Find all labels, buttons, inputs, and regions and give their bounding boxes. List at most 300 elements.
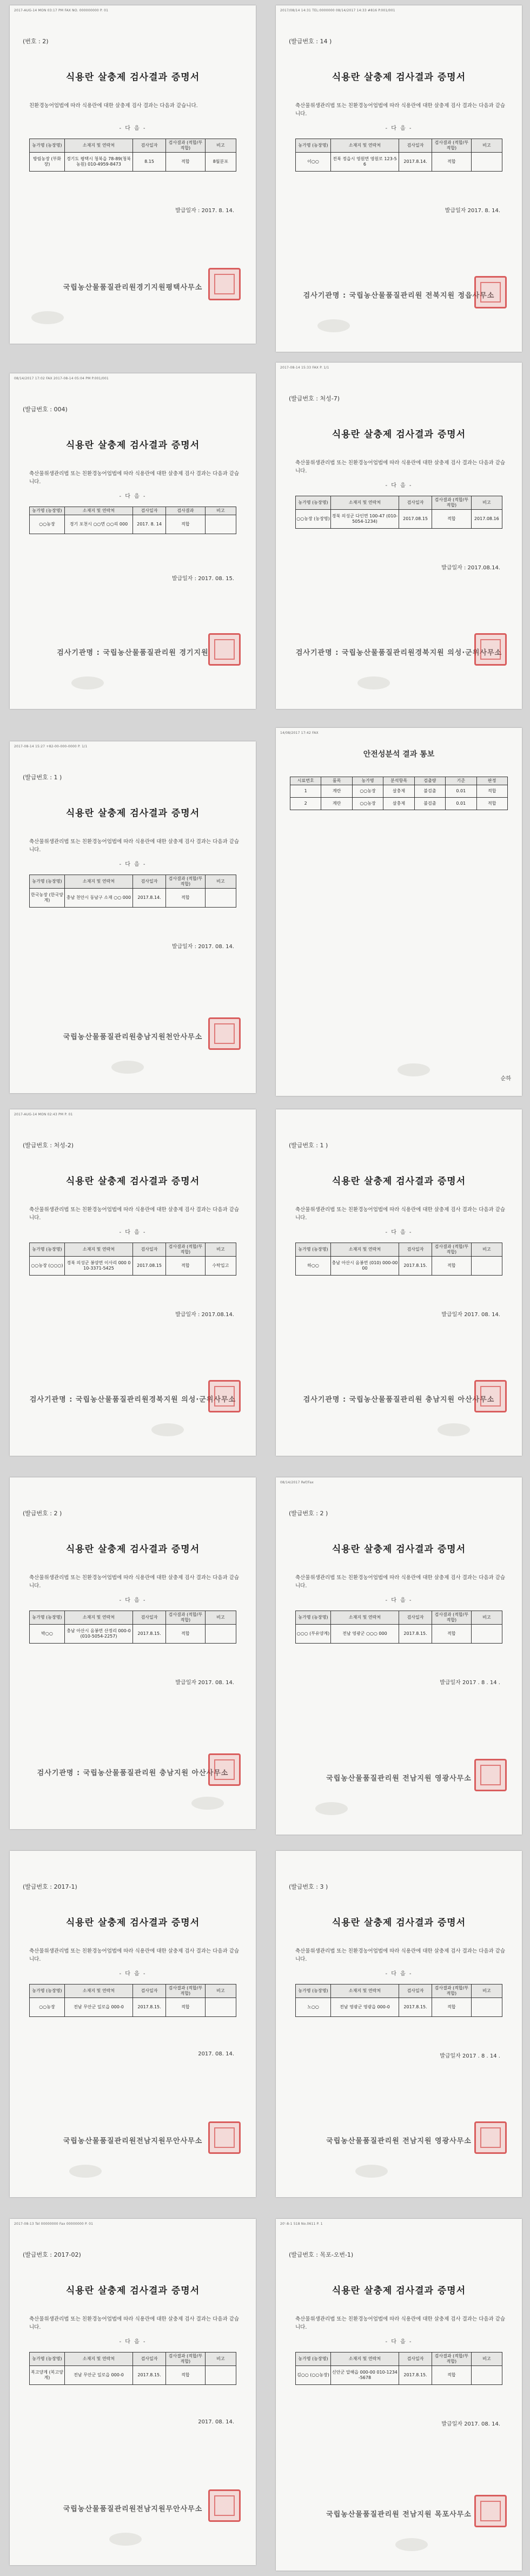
issuing-office: 검사기관명 : 국립농산물품질관리원경북지원 의성·군위사무소 <box>295 649 502 657</box>
table-cell: 전남 무안군 일로읍 000-0 <box>64 2366 132 2385</box>
table-cell: 2017.8.15. <box>132 1625 165 1644</box>
scan-blemish <box>315 1802 348 1815</box>
table-row <box>296 1998 502 2017</box>
table-cell: 2017.8.15. <box>132 1998 165 2017</box>
table-header-cell: 검사일자 <box>399 1243 432 1257</box>
table-header-cell: 검사일자 <box>132 139 165 153</box>
document-title: 안전성분석 결과 통보 <box>363 750 435 759</box>
section-marker: - 다 음 - <box>385 1230 413 1236</box>
table-cell: 0.01 <box>446 798 476 810</box>
scan-blemish <box>109 2533 142 2546</box>
table-cell: 노○○ <box>296 1998 331 2017</box>
table-cell: 경기도 평택시 청북읍 78-89(청북농원) 010-4959-8473 <box>64 153 132 172</box>
table-header-cell: 농가명 (농장명) <box>296 1611 331 1625</box>
result-table <box>295 496 502 529</box>
table-header-cell: 검사일자 <box>399 139 432 153</box>
issue-number: (발급번호 : 004) <box>23 406 68 413</box>
table-header-cell: 소재지 및 연락처 <box>64 1611 132 1625</box>
body-text: 축산물위생관리법 또는 친환경농어업법에 따라 식용란에 대한 살충제 검사 결과는 다음과 같습니다. <box>295 1575 506 1589</box>
certificate-page <box>10 373 256 709</box>
document-title: 식용란 살충제 검사결과 증명서 <box>332 72 466 83</box>
certificate-page <box>276 1851 522 2197</box>
table-cell: 계란 <box>321 798 352 810</box>
issue-number: (발급번호 : 14 ) <box>289 38 332 45</box>
table-cell <box>471 2366 502 2385</box>
body-text: 축산물위생관리법 또는 친환경농어업법에 따라 식용란에 대한 살충제 검사 결과는 다음과 같습니다. <box>29 2316 240 2330</box>
table-header-cell: 농가명 (농장명) <box>30 139 65 153</box>
document-title: 식용란 살충제 검사결과 증명서 <box>332 1176 466 1187</box>
issue-number: (발급번호 : 3 ) <box>289 1883 328 1890</box>
table-header-cell: 검사결과 (적합/부적합) <box>432 139 472 153</box>
result-table <box>29 2352 236 2385</box>
document-title: 식용란 살충제 검사결과 증명서 <box>332 2285 466 2296</box>
table-cell: 2017.8.15. <box>399 1998 432 2017</box>
issuing-office: 국립농산물품질관리원충남지원천안사무소 <box>63 1033 203 1041</box>
table-header-cell: 검사결과 <box>166 507 206 515</box>
certificate-page <box>10 1109 256 1456</box>
table-cell: 8월분포 <box>205 153 236 172</box>
section-marker: - 다 음 - <box>119 1971 147 1977</box>
table-cell: 적합 <box>432 1257 472 1276</box>
table-header-cell: 검사일자 <box>132 2352 165 2366</box>
scan-blemish <box>438 1423 470 1436</box>
certificate-page <box>10 1851 256 2197</box>
scan-blemish <box>151 1423 184 1436</box>
table-cell: 계란 <box>321 785 352 798</box>
table-row <box>296 510 502 529</box>
issuing-office: 검사기관명 : 국립농산물품질관리원경북지원 의성·군위사무소 <box>29 1396 236 1404</box>
body-text: 축산물위생관리법 또는 친환경농어업법에 따라 식용란에 대한 살충제 검사 결과는 다음과 같습니다. <box>295 460 506 474</box>
body-text: 축산물위생관리법 또는 친환경농어업법에 따라 식용란에 대한 살충제 검사 결과는 다음과 같습니다. <box>29 1575 240 1589</box>
scan-blemish <box>355 2165 388 2178</box>
table-row <box>296 153 502 172</box>
table-header-cell: 비고 <box>205 1611 236 1625</box>
certificate-page <box>10 2219 256 2565</box>
table-cell: 불검출 <box>414 798 445 810</box>
result-table <box>29 139 236 172</box>
table-header-cell: 소재지 및 연락처 <box>64 1243 132 1257</box>
document-title: 식용란 살충제 검사결과 증명서 <box>65 1544 200 1555</box>
table-cell: 2017.8.15. <box>399 1257 432 1276</box>
body-text: 축산물위생관리법 또는 친환경농어업법에 따라 식용란에 대한 살충제 검사 결과는 다음과 같습니다. <box>29 1948 240 1962</box>
table-header-cell: 검사결과 (적합/부적합) <box>166 2352 206 2366</box>
table-cell: 불검출 <box>414 785 445 798</box>
table-header-cell: 비고 <box>471 1984 502 1998</box>
fax-header: 2017-AUG-14 MON 02:43 PM P. 01 <box>14 1113 73 1116</box>
table-header-cell: 비고 <box>471 1611 502 1625</box>
scan-blemish <box>69 2165 102 2178</box>
issue-number: (발급번호 : 1 ) <box>23 774 62 781</box>
issue-date: 발급일자 2017 . 8 . 14 . <box>440 2053 500 2059</box>
table-cell: 경북 의성군 다인면 100-47 (010-5054-1234) <box>330 510 399 529</box>
section-marker: - 다 음 - <box>119 494 147 500</box>
table-header-cell: 농가명 (농장명) <box>296 139 331 153</box>
fax-header: 20'-8-1 518 No.0611 P. 1 <box>280 2222 323 2226</box>
scan-blemish <box>398 1063 430 1076</box>
fax-header: 2017-08-13 Tel 00000000 Fax 00000000 P. 01 <box>14 2222 94 2226</box>
scan-blemish <box>191 1797 224 1810</box>
table-header-cell: 검사일자 <box>132 1611 165 1625</box>
table-header-cell: 비고 <box>205 1984 236 1998</box>
certificate-page <box>10 1477 256 1829</box>
table-header-cell: 분석항목 <box>383 777 414 785</box>
table-header-cell: 소재지 및 연락처 <box>330 1984 399 1998</box>
body-text: 축산물위생관리법 또는 친환경농어업법에 따라 식용란에 대한 살충제 검사 결과는 다음과 같습니다. <box>29 839 240 853</box>
section-marker: - 다 음 - <box>385 2339 413 2345</box>
table-header-cell: 검사일자 <box>132 507 165 515</box>
table-cell: 적합 <box>166 1998 206 2017</box>
issue-date: 발급일자 : 2017. 08. 14. <box>171 944 234 950</box>
table-header-cell: 비고 <box>205 875 236 889</box>
table-row <box>30 889 236 908</box>
table-cell: 살충제 <box>383 785 414 798</box>
table-header-cell: 농가명 (농장명) <box>30 875 65 889</box>
table-cell: 2017.8.15. <box>132 2366 165 2385</box>
table-header-cell: 소재지 및 연락처 <box>330 1611 399 1625</box>
table-cell: 적합 <box>166 2366 206 2385</box>
table-header-cell: 비고 <box>471 139 502 153</box>
table-header-cell: 검사일자 <box>132 1984 165 1998</box>
official-seal <box>208 1753 241 1786</box>
table-row <box>296 1257 502 1276</box>
table-header-cell: 소재지 및 연락처 <box>330 139 399 153</box>
table-header-cell: 소재지 및 연락처 <box>64 2352 132 2366</box>
table-cell: 적합 <box>432 1998 472 2017</box>
table-cell: ○○농장 <box>30 1998 65 2017</box>
table-header-cell: 비고 <box>205 1243 236 1257</box>
table-row <box>30 1257 236 1276</box>
fax-header: 14/08/2017 17:42 FAX <box>280 731 319 735</box>
table-cell: 김○○ (○○농장) <box>296 2366 331 2385</box>
table-header-cell: 비고 <box>205 139 236 153</box>
official-seal <box>208 1380 241 1412</box>
issuing-office: 국립농산물품질관리원경기지원평택사무소 <box>63 284 203 292</box>
table-cell: ○○○ (부유양계) <box>296 1625 331 1644</box>
table-cell: 2017.8.15. <box>399 1625 432 1644</box>
section-marker: - 다 음 - <box>119 126 147 132</box>
result-table <box>290 777 508 810</box>
section-marker: - 다 음 - <box>119 1230 147 1236</box>
document-title: 식용란 살충제 검사결과 증명서 <box>332 429 466 440</box>
table-cell: 적합 <box>432 510 472 529</box>
table-row <box>30 1998 236 2017</box>
official-seal <box>208 2121 241 2154</box>
table-cell: 수탁입고 <box>205 1257 236 1276</box>
table-header-cell: 농가명 <box>352 777 383 785</box>
table-cell: 경기 포천시 ○○면 ○○리 000 <box>64 515 132 534</box>
scan-blemish <box>357 676 390 689</box>
table-header-cell: 소재지 및 연락처 <box>330 1243 399 1257</box>
certificate-page <box>276 1477 522 1835</box>
table-header-cell: 소재지 및 연락처 <box>64 1984 132 1998</box>
certificate-page <box>10 741 256 1093</box>
body-text: 축산물위생관리법 또는 친환경농어업법에 따라 식용란에 대한 살충제 검사 결과는 다음과 같습니다. <box>295 103 506 117</box>
table-row <box>296 2366 502 2385</box>
result-table <box>29 1984 236 2017</box>
table-header-cell: 소재지 및 연락처 <box>64 507 132 515</box>
table-cell: 전남 영광군 영광읍 000-0 <box>330 1998 399 2017</box>
document-title: 식용란 살충제 검사결과 증명서 <box>65 440 200 451</box>
issuing-office: 검사기관명 : 국립농산물품질관리원 경기지원 <box>57 649 209 657</box>
table-cell: 2017.08.16 <box>471 510 502 529</box>
issue-number: (발급번호 : 처성-2) <box>23 1142 74 1149</box>
issuing-office: 국립농산물품질관리원 전남지원 목포사무소 <box>326 2511 472 2519</box>
table-header-cell: 농가명 (농장명) <box>296 496 331 510</box>
section-marker: - 다 음 - <box>385 483 413 489</box>
table-cell: 적합 <box>432 2366 472 2385</box>
fax-header: 08/14/2017 17:02 FAX 2017-08-14 05:04 PM P.001/001 <box>14 377 109 380</box>
table-cell: 적합 <box>166 1625 206 1644</box>
section-marker: - 다 음 - <box>119 1598 147 1604</box>
scan-blemish <box>317 319 350 332</box>
table-cell: ○○농장 (농장명) <box>296 510 331 529</box>
official-seal <box>208 268 241 300</box>
table-cell <box>205 1625 236 1644</box>
issue-date: 발급일자 : 2017.08.14. <box>441 565 500 571</box>
issue-date: 발급일자 2017. 08. 14. <box>441 1312 500 1318</box>
body-text: 친환경농어업법에 따라 식용란에 대한 살충제 검사 결과는 다음과 같습니다. <box>29 103 198 109</box>
table-cell <box>471 153 502 172</box>
official-seal <box>474 1759 507 1791</box>
table-cell: 전북 정읍시 영원면 영원로 123-56 <box>330 153 399 172</box>
scan-blemish <box>395 2538 428 2551</box>
table-header-cell: 검사결과 (적합/부적합) <box>166 1243 206 1257</box>
table-cell: 신안군 압해읍 000-00 010-1234-5678 <box>330 2366 399 2385</box>
table-header-cell: 검사결과 (적합/부적합) <box>166 1611 206 1625</box>
result-table <box>295 1243 502 1276</box>
table-header-cell: 비고 <box>471 1243 502 1257</box>
table-cell <box>471 1998 502 2017</box>
table-header-cell: 비고 <box>205 507 236 515</box>
table-header-cell: 검사일자 <box>399 1984 432 1998</box>
table-cell: 8.15 <box>132 153 165 172</box>
table-cell: ○○농장 <box>30 515 65 534</box>
table-cell: 방림농장 (부화장) <box>30 153 65 172</box>
table-header-cell: 비고 <box>471 2352 502 2366</box>
table-header-cell: 검사결과 (적합/부적합) <box>166 1984 206 1998</box>
issuing-office: 국립농산물품질관리원 전남지원 영광사무소 <box>326 1775 472 1783</box>
table-cell: 2017. 8. 14 <box>132 515 165 534</box>
table-header-cell: 농가명 (농장명) <box>30 1243 65 1257</box>
document-title: 식용란 살충제 검사결과 증명서 <box>65 1917 200 1928</box>
fax-header: 08/14/2017 Ref/Fax <box>280 1481 314 1484</box>
table-cell: 적합 <box>432 1625 472 1644</box>
fax-header: 2017-08-14 15:27 +82-00-000-0000 P. 1/1 <box>14 745 88 748</box>
table-header-cell: 농가명 (농장명) <box>30 507 65 515</box>
certificate-page <box>276 728 522 1096</box>
issue-number: (발급번호 : 목포-오번-1) <box>289 2251 354 2258</box>
fax-header: 2017-AUG-14 MON 03:17 PM FAX NO. 000000000 P. 01 <box>14 9 109 12</box>
table-header-cell: 검사일자 <box>399 496 432 510</box>
table-header-cell: 농가명 (농장명) <box>30 2352 65 2366</box>
official-seal <box>474 2121 507 2154</box>
issue-date: 발급일자 2017. 08. 14. <box>175 1680 234 1686</box>
body-text: 축산물위생관리법 또는 친환경농어업법에 따라 식용란에 대한 살충제 검사 결과는 다음과 같습니다. <box>29 471 240 485</box>
table-row <box>30 153 236 172</box>
table-header-cell: 검사일자 <box>132 1243 165 1257</box>
issue-date: 발급일자 2017. 8. 14. <box>445 208 500 214</box>
certificate-page <box>10 5 256 344</box>
table-cell: 2017.8.14. <box>132 889 165 908</box>
section-marker: - 다 음 - <box>385 1598 413 1604</box>
table-header-cell: 기준 <box>446 777 476 785</box>
scan-blemish <box>71 676 104 689</box>
table-header-cell: 소재지 및 연락처 <box>330 2352 399 2366</box>
table-cell: 살충제 <box>383 798 414 810</box>
table-cell: ○○농장 <box>352 785 383 798</box>
document-title: 식용란 살충제 검사결과 증명서 <box>65 2285 200 2296</box>
table-header-cell: 검사결과 (적합/부적합) <box>432 2352 472 2366</box>
table-cell: 적합 <box>166 153 206 172</box>
table-header-cell: 비고 <box>205 2352 236 2366</box>
issue-number: (발급번호 : 2017-1) <box>23 1883 77 1890</box>
table-cell: 한국농장 (한국양계) <box>30 889 65 908</box>
section-marker: - 다 음 - <box>385 1971 413 1977</box>
issue-number: (번호 : 2) <box>23 38 49 45</box>
table-cell: 충남 천안시 동남구 소재 ○○ 000 <box>64 889 132 908</box>
scan-blemish <box>31 311 64 324</box>
table-cell <box>471 1625 502 1644</box>
table-cell: 적합 <box>166 1257 206 1276</box>
table-header-cell: 판정 <box>476 777 507 785</box>
table-cell <box>205 515 236 534</box>
table-cell: 2017.08.15 <box>132 1257 165 1276</box>
issue-number: (발급번호 : 2 ) <box>23 1510 62 1517</box>
section-marker: - 다 음 - <box>119 2339 147 2345</box>
issue-date: 2017. 08. 14. <box>198 2419 234 2425</box>
issuing-office: 검사기관명 : 국립농산물품질관리원 전북지원 정읍사무소 <box>303 292 495 300</box>
body-text: 축산물위생관리법 또는 친환경농어업법에 따라 식용란에 대한 살충제 검사 결과는 다음과 같습니다. <box>295 2316 506 2330</box>
issue-date: 발급일자 2017 . 8 . 14 . <box>440 1680 500 1686</box>
body-text: 축산물위생관리법 또는 친환경농어업법에 따라 식용란에 대한 살충제 검사 결과는 다음과 같습니다. <box>295 1948 506 1962</box>
issue-number: (발급번호 : 처성-7) <box>289 395 340 402</box>
table-cell <box>205 889 236 908</box>
table-header-cell: 검사결과 (적합/부적합) <box>432 1984 472 1998</box>
table-cell: 2017.08.15 <box>399 510 432 529</box>
result-table <box>295 139 502 172</box>
table-cell: 적합 <box>476 785 507 798</box>
official-seal <box>474 633 507 666</box>
certificate-page <box>276 2219 522 2571</box>
section-marker: - 다 음 - <box>385 126 413 132</box>
scan-blemish <box>111 1061 144 1074</box>
table-cell: 적합 <box>166 889 206 908</box>
issuing-office: 검사기관명 : 국립농산물품질관리원 충남지원 아산사무소 <box>303 1396 495 1404</box>
table-header-cell: 농가명 (농장명) <box>30 1984 65 1998</box>
issuing-office: 국립농산물품질관리원전남지원무안사무소 <box>63 2137 203 2145</box>
official-seal <box>208 633 241 666</box>
result-table <box>29 1243 236 1276</box>
table-row <box>30 1625 236 1644</box>
certificate-page <box>276 5 522 352</box>
table-header-cell: 검사일자 <box>399 2352 432 2366</box>
table-cell: 2017.8.14. <box>399 153 432 172</box>
document-title: 식용란 살충제 검사결과 증명서 <box>65 72 200 83</box>
issue-number: (발급번호 : 2 ) <box>289 1510 328 1517</box>
fax-header: 2017-08-14 15:33 FAX P. 1/1 <box>280 366 329 370</box>
table-header-cell: 농가명 (농장명) <box>296 1984 331 1998</box>
table-header-cell: 농가명 (농장명) <box>30 1611 65 1625</box>
result-table <box>29 1611 236 1644</box>
table-cell: 적합 <box>432 153 472 172</box>
issue-date: 발급일자 2017. 08. 14. <box>441 2421 500 2427</box>
document-title: 식용란 살충제 검사결과 증명서 <box>65 808 200 819</box>
issuing-office: 국립농산물품질관리원전남지원무안사무소 <box>63 2505 203 2513</box>
table-header-cell: 소재지 및 연락처 <box>64 875 132 889</box>
table-header-cell: 시료번호 <box>290 777 321 785</box>
table-cell: 적합 <box>476 798 507 810</box>
official-seal <box>208 1017 241 1050</box>
issue-date: 2017. 08. 14. <box>198 2051 234 2057</box>
table-cell: ○○농장 <box>352 798 383 810</box>
table-cell: 전남 무안군 일로읍 000-0 <box>64 1998 132 2017</box>
table-cell: 하○○ <box>296 1257 331 1276</box>
table-cell: 1 <box>290 785 321 798</box>
table-cell: 이○○ <box>296 153 331 172</box>
result-table <box>295 1611 502 1644</box>
table-header-cell: 품목 <box>321 777 352 785</box>
table-cell: 박○○ <box>30 1625 65 1644</box>
section-marker: - 다 음 - <box>119 862 147 868</box>
issue-date: 발급일자 : 2017. 8. 14. <box>175 208 234 214</box>
result-table <box>295 1984 502 2017</box>
table-row <box>290 798 508 810</box>
result-table <box>295 2352 502 2385</box>
table-cell: 적합 <box>166 515 206 534</box>
table-header-cell: 검사일자 <box>399 1611 432 1625</box>
table-header-cell: 검출량 <box>414 777 445 785</box>
issuing-office: 검사기관명 : 국립농산물품질관리원 충남지원 아산사무소 <box>37 1769 229 1777</box>
official-seal <box>474 276 507 308</box>
table-cell: ○○농장 (○○○) <box>30 1257 65 1276</box>
table-header-cell: 소재지 및 연락처 <box>64 139 132 153</box>
signature-text: 순하 <box>500 1076 511 1082</box>
table-header-cell: 검사결과 (적합/부적합) <box>432 1243 472 1257</box>
issue-number: (발급번호 : 2017-02) <box>23 2251 81 2258</box>
table-header-cell: 검사결과 (적합/부적합) <box>432 496 472 510</box>
table-cell: 경북 의성군 봉양면 이사리 000 010-3371-5425 <box>64 1257 132 1276</box>
issue-date: 발급일자 : 2017.08.14. <box>175 1312 234 1318</box>
result-table <box>29 875 236 908</box>
table-header-cell: 농가명 (농장명) <box>296 1243 331 1257</box>
document-title: 식용란 살충제 검사결과 증명서 <box>332 1544 466 1555</box>
table-cell: 2 <box>290 798 321 810</box>
table-header-cell: 검사일자 <box>132 875 165 889</box>
certificate-page <box>276 363 522 709</box>
table-cell: 전남 영광군 ○○○ 000 <box>330 1625 399 1644</box>
official-seal <box>474 2495 507 2527</box>
document-title: 식용란 살충제 검사결과 증명서 <box>332 1917 466 1928</box>
table-cell: 2017.8.15. <box>399 2366 432 2385</box>
official-seal <box>208 2489 241 2522</box>
table-row <box>296 1625 502 1644</box>
table-cell <box>205 1998 236 2017</box>
table-header-cell: 비고 <box>471 496 502 510</box>
table-cell: 복고양계 (복고양계) <box>30 2366 65 2385</box>
table-cell <box>471 1257 502 1276</box>
fax-header: 2017/08/14 14:31 TEL:0000000 08/14/2017 14:33 #816 P.001/001 <box>280 9 395 12</box>
table-header-cell: 소재지 및 연락처 <box>330 496 399 510</box>
official-seal <box>474 1380 507 1412</box>
table-cell <box>205 2366 236 2385</box>
table-cell: 0.01 <box>446 785 476 798</box>
table-cell: 충남 아산시 음봉면 산정리 000-0 (010-5054-2257) <box>64 1625 132 1644</box>
body-text: 축산물위생관리법 또는 친환경농어업법에 따라 식용란에 대한 살충제 검사 결과는 다음과 같습니다. <box>295 1207 506 1221</box>
table-header-cell: 검사결과 (적합/부적합) <box>166 139 206 153</box>
table-row <box>30 2366 236 2385</box>
issue-number: (발급번호 : 1 ) <box>289 1142 328 1149</box>
table-header-cell: 검사결과 (적합/부적합) <box>432 1611 472 1625</box>
